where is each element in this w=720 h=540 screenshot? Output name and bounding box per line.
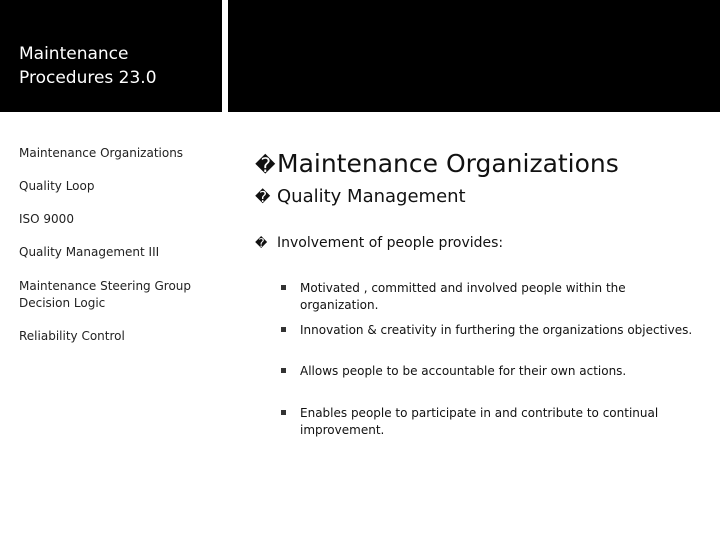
list-item-text: Enables people to participate in and contribute to continual improvement. (300, 406, 659, 437)
slide-title-line-2: Procedures 23.0 (19, 68, 157, 88)
sidebar-item-reliability-control[interactable]: Reliability Control (19, 329, 125, 343)
sidebar-item-iso-9000[interactable]: ISO 9000 (19, 212, 74, 226)
sidebar-item-maintenance-steering-group[interactable]: Maintenance Steering Group Decision Logic (19, 279, 192, 310)
sidebar-item-maintenance-organizations[interactable]: Maintenance Organizations (19, 146, 184, 160)
list-item-text: Allows people to be accountable for their own actions. (300, 364, 627, 378)
square-bullet-icon (281, 285, 286, 290)
slide-title (19, 42, 219, 90)
list-item-text: Motivated , committed and involved people within the organization. (300, 281, 626, 312)
square-bullet-icon (281, 368, 286, 373)
content-section-text: Involvement of people provides: (277, 235, 504, 251)
content-heading (255, 148, 619, 181)
slide-title-panel (0, 0, 222, 112)
content-subheading (255, 185, 466, 209)
subheading-bullet-icon: � (255, 188, 271, 206)
sidebar-item-quality-management-iii[interactable]: Quality Management III (19, 245, 160, 259)
heading-bullet-icon: � (255, 153, 276, 177)
header-content-panel (228, 0, 720, 112)
content-section-heading (255, 233, 503, 253)
square-bullet-icon (281, 327, 286, 332)
list-item-text: Innovation & creativity in furthering the organizations objectives. (300, 323, 693, 337)
content-heading-text: Maintenance Organizations (277, 149, 619, 178)
square-bullet-icon (281, 410, 286, 415)
content-subheading-text: Quality Management (277, 186, 466, 207)
sidebar-item-quality-loop[interactable]: Quality Loop (19, 179, 95, 193)
slide-title-line-1: Maintenance (19, 44, 129, 64)
section-bullet-icon: � (255, 236, 268, 250)
